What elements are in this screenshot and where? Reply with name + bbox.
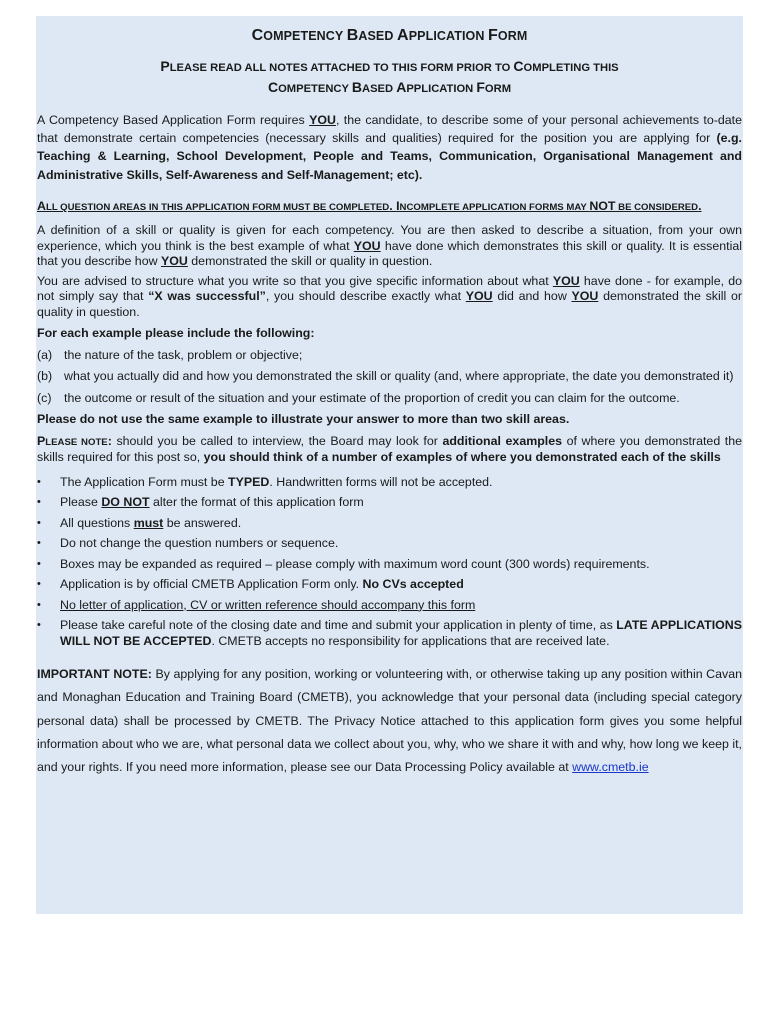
list-item: (c) the outcome or result of the situation and your estimate of the proportion of credit you can claim for the outcome.	[37, 390, 680, 405]
bullet-icon: •	[37, 578, 41, 591]
definition-paragraph: A definition of a skill or quality is given for each competency. You are then asked to describe a situation, from your own experience, which you think is the best example of what YOU have done which demonstrates this skill or quality. It is essential that you describe how YOU demonstrated the skill or quality in question.	[37, 223, 742, 269]
intro-paragraph: A Competency Based Application Form requires YOU, the candidate, to describe some of your personal achievements to-date that demonstrate certain competencies (necessary skills and qualities) required for the position you are applying for (e.g. Teaching & Learning, School Development, People and Teams, Communication, Organisational Management and Administrative Skills, Self-Awareness and Self-Management; etc).	[37, 112, 742, 182]
rules-list	[37, 475, 742, 650]
list-item: • Boxes may be expanded as required – please comply with maximum word count (300 words) requirements.	[37, 556, 650, 571]
list-item: • Application is by official CMETB Application Form only. No CVs accepted	[37, 577, 464, 592]
important-note: IMPORTANT NOTE: By applying for any position, working or volunteering with, or otherwise taking up any position within Cavan and Monaghan Education and Training Board (CMETB), you acknowledge that your personal data (including special category personal data) shall be processed by CMETB. The Privacy Notice attached to this application form gives you some helpful information about who we are, what personal data we collect about you, why, who we share it with and why, how long we keep it, and your rights. If you need more information, please see our Data Processing Policy available at www.cmetb.ie	[37, 667, 742, 774]
bullet-icon: •	[37, 475, 41, 488]
form-content	[37, 28, 742, 783]
list-item: (b) what you actually did and how you demonstrated the skill or quality (and, where appropriate, the date you demonstrated it)	[37, 369, 734, 384]
subtitle-line-1: PLEASE READ ALL NOTES ATTACHED TO THIS FORM PRIOR TO COMPLETING THIS	[160, 57, 619, 74]
advice-paragraph: You are advised to structure what you write so that you give specific information about what YOU have done - for example, do not simply say that “X was successful”, you should describe exactly what YOU did and how YOU demonstrated the skill or quality in question.	[37, 273, 743, 319]
completion-warning: ALL QUESTION AREAS IN THIS APPLICATION FORM MUST BE COMPLETED. INCOMPLETE APPLICATION FORMS MAY NOT BE CONSIDERED.	[37, 199, 702, 214]
bullet-icon: •	[37, 557, 41, 570]
form-title: COMPETENCY BASED APPLICATION FORM	[251, 27, 528, 44]
include-list	[37, 348, 742, 407]
bullet-icon: •	[37, 496, 41, 509]
list-item: • All questions must be answered.	[37, 515, 242, 530]
form-subtitle	[37, 57, 742, 99]
list-item: • Please take careful note of the closing date and time and submit your application in plenty of time, as LATE APPLICATIONS WILL NOT BE ACCEPTED. CMETB accepts no responsibility for applications that are received late.	[37, 618, 742, 648]
list-item: • Do not change the question numbers or sequence.	[37, 536, 339, 551]
include-heading: For each example please include the following:	[37, 326, 315, 341]
bullet-icon: •	[37, 598, 41, 611]
same-example-note: Please do not use the same example to illustrate your answer to more than two skill areas.	[37, 412, 570, 427]
subtitle-line-2: COMPETENCY BASED APPLICATION FORM	[267, 78, 512, 95]
bullet-icon: •	[37, 619, 41, 632]
list-item: (a) the nature of the task, problem or objective;	[37, 347, 303, 362]
cmetb-website-link[interactable]: www.cmetb.ie	[572, 759, 649, 774]
please-note-paragraph: PLEASE NOTE: should you be called to interview, the Board may look for additional examples of where you demonstrated the skills required for this post so, you should think of a number of examples of where you demonstrated each of the skills	[37, 433, 743, 465]
list-item: • No letter of application, CV or written reference should accompany this form	[37, 597, 476, 612]
list-item: • Please DO NOT alter the format of this application form	[37, 495, 364, 510]
bullet-icon: •	[37, 537, 41, 550]
list-item: • The Application Form must be TYPED. Handwritten forms will not be accepted.	[37, 474, 493, 489]
bullet-icon: •	[37, 516, 41, 529]
